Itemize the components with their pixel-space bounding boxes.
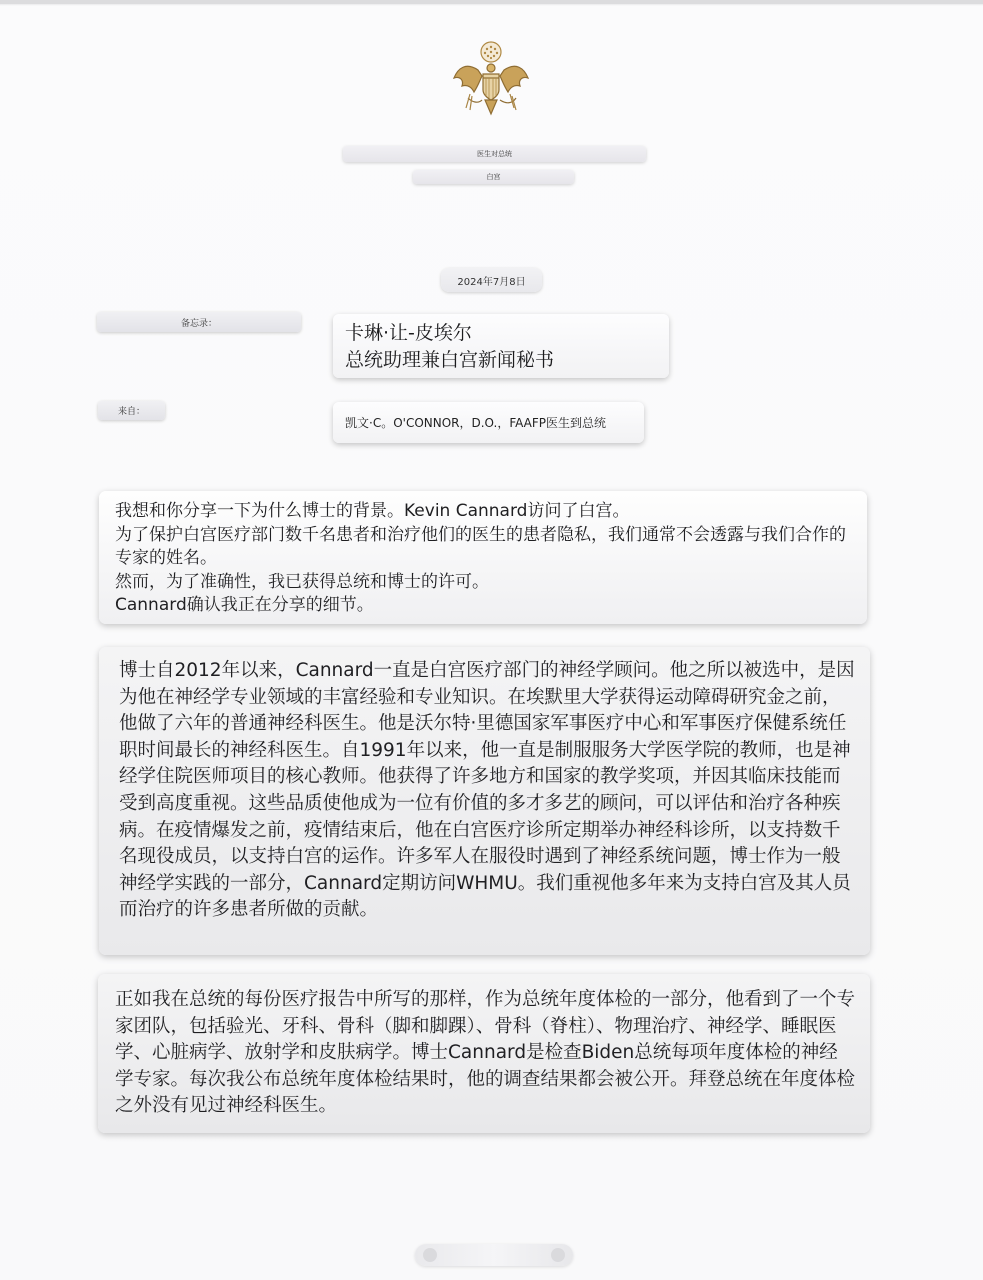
paragraph-background-text: 博士自2012年以来，Cannard一直是白宫医疗部门的神经学顾问。他之所以被选中，是因为他在神经学专业领域的丰富经验和专业知识。在埃默里大学获得运动障碍研究金之前，他做了六年的普通神经科医生。他是沃尔特·里德国家军事医疗中心和军事医疗保健系统任职时间最长的神经科医生。自1991年以来，他一直是制服服务大学医学院的教师，也是神经学住院医师项目的核心教师。他获得了许多地方和国家的教学奖项，并因其临床技能而受到高度重视。这些品质使他成为一位有价值的多才多艺的顾问，可以评估和治疗各种疾病。在疫情爆发之前，疫情结束后，他在白宫医疗诊所定期举办神经科诊所，以支持数千名现役成员，以支持白宫的运作。许多军人在服役时遇到了神经系统问题，博士作为一般神经学实践的一部分，Cannard定期访问WHMU。我们重视他多年来为支持白宫及其人员而治疗的许多患者所做的贡献。 — [119, 660, 855, 921]
recipient-title: 总统助理兼白宫新闻秘书 — [345, 349, 555, 371]
paragraph-background — [99, 647, 870, 955]
date-text: 2024年7月8日 — [457, 276, 526, 288]
memo-recipient-box — [333, 314, 669, 378]
paragraph-exams — [98, 974, 870, 1133]
paragraph-intro-text: 我想和你分享一下为什么博士的背景。Kevin Cannard访问了白宫。 为了保护白宫医疗部门数千名患者和治疗他们的医生的患者隐私，我们通常不会透露与我们合作的专家的姓名。 然而，为了准确性，我已获得总统和博士的许可。 Cannard确认我正在分享的细节。 — [115, 501, 846, 615]
memo-sender-box — [333, 402, 644, 443]
paragraph-exams-text: 正如我在总统的每份医疗报告中所写的那样，作为总统年度体检的一部分，他看到了一个专家团队，包括验光、牙科、骨科（脚和脚踝）、骨科（脊柱）、物理治疗、神经学、睡眠医学、心脏病学、放射学和皮肤病学。博士Cannard是检查Biden总统每项年度体检的神经学专家。每次我公布总统年度体检结果时，他的调查结果都会被公开。拜登总统在年度体检之外没有见过神经科医生。 — [115, 989, 856, 1117]
memo-from-label — [98, 401, 165, 420]
memo-to-label — [97, 312, 301, 332]
white-house-banner — [413, 170, 574, 184]
recipient-name: 卡琳·让-皮埃尔 — [345, 322, 472, 344]
memo-from-label-text: 来自： — [117, 407, 145, 417]
date-badge — [441, 268, 542, 292]
white-house-text: 白宫 — [486, 173, 501, 181]
memo-to-label-text: 备忘录： — [180, 318, 217, 329]
footer-redacted-mark — [415, 1244, 573, 1266]
footer-dot — [423, 1248, 437, 1262]
footer-dot — [551, 1248, 565, 1262]
doctor-title-text: 医生对总统 — [477, 150, 512, 158]
sender-text: 凯文·C。O'CONNOR，D.O.，FAAFP医生到总统 — [345, 416, 607, 430]
top-border — [0, 0, 983, 4]
doctor-title-banner — [343, 146, 646, 162]
presidential-seal-icon — [448, 38, 534, 124]
paragraph-intro — [99, 491, 867, 624]
